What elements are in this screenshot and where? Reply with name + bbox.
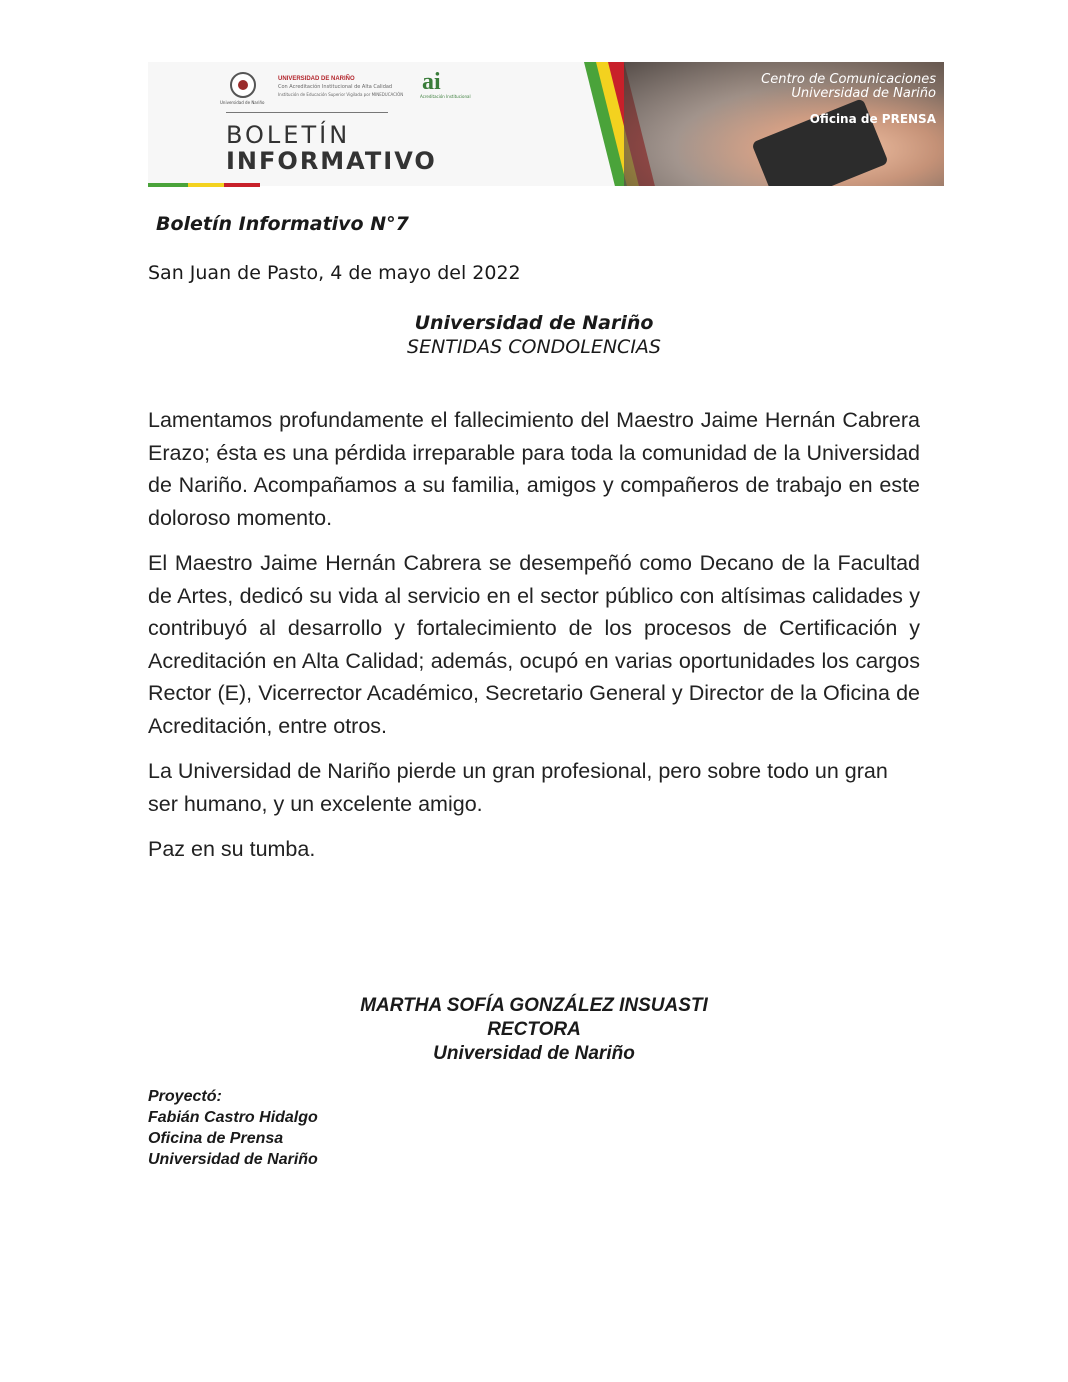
university-seal-icon <box>230 72 256 98</box>
accreditation-logo-icon: ai <box>422 69 441 95</box>
body-paragraph: La Universidad de Nariño pierde un gran profesional, pero sobre todo un gran ser humano, y un excelente amigo. <box>148 759 888 816</box>
document-title-subject: SENTIDAS CONDOLENCIAS <box>407 336 661 358</box>
project-office: Oficina de Prensa <box>148 1130 284 1147</box>
project-institution: Universidad de Nariño <box>148 1151 318 1168</box>
project-author: Fabián Castro Hidalgo <box>148 1109 318 1126</box>
banner-divider <box>226 112 388 113</box>
document-title-institution: Universidad de Nariño <box>414 312 654 334</box>
body-paragraph: El Maestro Jaime Hernán Cabrera se desempeñó como Decano de la Facultad de Artes, dedicó su vida al servicio en el sector público con altísimas calidades y contribuyó al desarrollo y fortalecimiento de los procesos de Certificación y Acreditación en Alta Calidad; además, ocupó en varias oportunidades los cargos Rector (E), Vicerrector Académico, Secretario General y Director de la Oficina de Acreditación, entre otros. <box>148 551 920 738</box>
banner-center-line1: Centro de Comunicaciones <box>761 72 936 87</box>
document-date: San Juan de Pasto, 4 de mayo del 2022 <box>148 262 521 284</box>
body-paragraph: Paz en su tumba. <box>148 837 316 861</box>
header-banner <box>148 62 944 186</box>
signatory-institution: Universidad de Nariño <box>433 1043 635 1064</box>
project-label: Proyectó: <box>148 1088 222 1105</box>
bulletin-number: Boletín Informativo N°7 <box>156 213 409 235</box>
banner-color-bar <box>148 183 260 187</box>
banner-center-line2: Universidad de Nariño <box>791 86 936 101</box>
seal-caption: Universidad de Nariño <box>220 100 265 105</box>
signatory-role: RECTORA <box>487 1019 581 1040</box>
banner-left-panel <box>148 62 618 186</box>
color-bar-red <box>224 183 260 187</box>
banner-title-line1: BOLETÍN <box>226 121 351 149</box>
logo-accreditation: Con Acreditación Institucional de Alta Calidad <box>278 84 393 90</box>
signatory-name: MARTHA SOFÍA GONZÁLEZ INSUASTI <box>360 995 708 1016</box>
color-bar-green <box>148 183 188 187</box>
accreditation-caption: Acreditación Institucional <box>420 94 471 99</box>
color-bar-yellow <box>188 183 224 187</box>
logo-university-name: UNIVERSIDAD DE NARIÑO <box>278 76 355 82</box>
logo-vigilance: Institución de Educación Superior Vigilada por MINEDUCACIÓN <box>278 92 404 97</box>
body-paragraph: Lamentamos profundamente el fallecimiento del Maestro Jaime Hernán Cabrera Erazo; ésta es una pérdida irreparable para toda la comunidad de la Universidad de Nariño. Acompañamos a su familia, amigos y compañeros de trabajo en este doloroso momento. <box>148 408 920 530</box>
banner-title-line2: INFORMATIVO <box>226 147 437 175</box>
banner-office: Oficina de PRENSA <box>809 112 936 126</box>
document-body <box>148 404 920 879</box>
